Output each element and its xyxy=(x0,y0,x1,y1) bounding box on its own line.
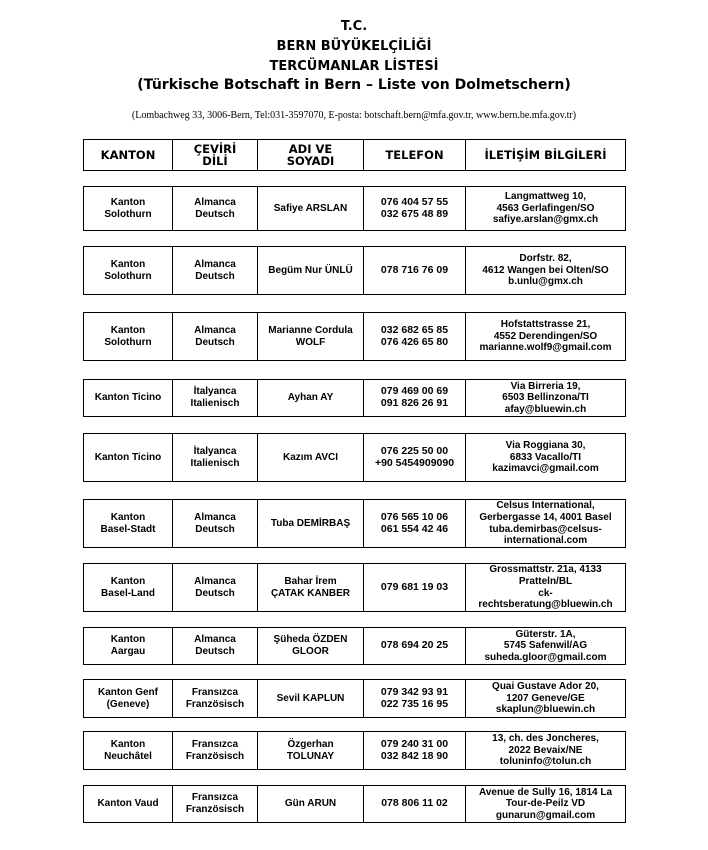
language-cell-line: Almanca xyxy=(194,196,236,208)
contact-cell-line: Dorfstr. 82, xyxy=(519,253,572,265)
phone-cell-line: +90 5454909090 xyxy=(374,456,455,469)
name-cell-line: Sevil KAPLUN xyxy=(276,692,345,704)
contact-cell-line: 13, ch. des Joncheres, xyxy=(492,733,599,745)
phone-cell-line: 032 682 65 85 xyxy=(380,323,449,336)
language-cell-line: Almanca xyxy=(194,575,236,587)
name-cell-line: Özgerhan xyxy=(287,738,334,750)
contact-cell xyxy=(466,313,626,361)
language-cell-line: Deutsch xyxy=(195,336,235,348)
entry-table xyxy=(83,246,626,295)
phone-cell-line: 079 342 93 91 xyxy=(380,685,449,698)
phone-cell xyxy=(364,732,466,770)
phone-cell xyxy=(364,313,466,361)
contact-cell-line: Pratteln/BL xyxy=(518,575,573,587)
table-row xyxy=(84,313,626,361)
kanton-cell xyxy=(84,564,173,612)
phone-cell xyxy=(364,628,466,665)
language-cell xyxy=(173,564,258,612)
entry-table xyxy=(83,627,626,665)
phone-cell-line: 022 735 16 95 xyxy=(380,697,449,710)
contact-cell-line: Langmattweg 10, xyxy=(504,191,587,203)
name-cell xyxy=(258,786,364,823)
kanton-cell-line: Basel-Land xyxy=(101,587,155,599)
kanton-cell xyxy=(84,434,173,482)
kanton-cell-line: Solothurn xyxy=(104,336,152,348)
entry-table xyxy=(83,379,626,417)
entry-table xyxy=(83,433,626,482)
phone-cell xyxy=(364,434,466,482)
contact-cell xyxy=(466,247,626,295)
language-cell-line: İtalyanca xyxy=(193,386,237,398)
language-cell xyxy=(173,380,258,417)
contact-cell-line: Quai Gustave Ador 20, xyxy=(492,681,599,693)
contact-cell xyxy=(466,380,626,417)
header-german-title: (Türkische Botschaft in Bern – Liste von Dolmetschern) xyxy=(137,77,571,93)
language-cell-line: Fransızca xyxy=(191,792,239,804)
contact-cell-line: Avenue de Sully 16, 1814 La xyxy=(478,786,613,798)
phone-cell-line: 078 694 20 25 xyxy=(380,639,449,652)
kanton-cell-line: Solothurn xyxy=(104,208,152,220)
phone-cell-line: 076 404 57 55 xyxy=(380,195,449,208)
language-cell-line: Französisch xyxy=(185,804,245,815)
language-cell-line: Deutsch xyxy=(195,646,235,657)
phone-cell-line: 078 716 76 09 xyxy=(380,263,449,276)
kanton-cell xyxy=(84,500,173,548)
table-row xyxy=(84,247,626,295)
table-row xyxy=(84,732,626,770)
phone-cell-line: 032 842 18 90 xyxy=(380,749,449,762)
name-cell-line: Ayhan AY xyxy=(287,392,334,404)
contact-cell-line: safiye.arslan@gmx.ch xyxy=(492,214,599,226)
kanton-cell-line: Kanton xyxy=(110,511,146,523)
kanton-cell xyxy=(84,680,173,718)
table-row xyxy=(84,786,626,823)
contact-cell-line: Via Birreria 19, xyxy=(510,380,581,392)
language-cell-line: Italienisch xyxy=(190,457,240,469)
contact-cell-line: Güterstr. 1A, xyxy=(515,628,576,640)
phone-cell-line: 061 554 42 46 xyxy=(380,522,449,535)
language-cell-line: Deutsch xyxy=(195,523,235,535)
name-cell-line: TOLUNAY xyxy=(286,750,335,762)
kanton-cell-line: Kanton Ticino xyxy=(94,392,162,404)
phone-cell xyxy=(364,500,466,548)
entry-table xyxy=(83,186,626,231)
kanton-cell-line: Kanton xyxy=(110,196,146,208)
name-cell xyxy=(258,187,364,231)
phone-cell xyxy=(364,247,466,295)
kanton-cell xyxy=(84,187,173,231)
table-row xyxy=(84,564,626,612)
name-cell-line: WOLF xyxy=(295,336,326,348)
language-cell-line: Almanca xyxy=(194,511,236,523)
phone-cell-line: 079 240 31 00 xyxy=(380,737,449,750)
language-cell xyxy=(173,247,258,295)
contact-cell-line: skaplun@bluewin.ch xyxy=(495,704,596,716)
column-header-kanton: KANTON xyxy=(84,140,173,171)
contact-cell-line: 1207 Geneve/GE xyxy=(506,692,585,704)
kanton-cell-line: Solothurn xyxy=(104,270,152,282)
contact-cell xyxy=(466,564,626,612)
name-cell-line: Begüm Nur ÜNLÜ xyxy=(268,264,353,276)
kanton-cell xyxy=(84,786,173,823)
table-row xyxy=(84,380,626,417)
phone-cell-line: 078 806 11 02 xyxy=(381,797,448,810)
phone-cell-line: 076 225 50 00 xyxy=(380,444,449,457)
name-cell-line: Şüheda ÖZDEN xyxy=(273,634,348,646)
kanton-cell-line: Kanton xyxy=(110,324,146,336)
phone-cell xyxy=(364,564,466,612)
kanton-cell-line: Kanton xyxy=(110,634,146,646)
contact-cell xyxy=(466,187,626,231)
contact-cell xyxy=(466,732,626,770)
contact-cell-line: b.unlu@gmx.ch xyxy=(508,276,583,288)
kanton-cell-line: Kanton xyxy=(110,738,146,750)
name-cell xyxy=(258,500,364,548)
column-header-phone: TELEFON xyxy=(364,140,466,171)
contact-cell-line: Tour-de-Peilz VD xyxy=(505,798,586,810)
phone-cell-line: 076 565 10 06 xyxy=(380,510,449,523)
contact-cell-line: Celsus International, xyxy=(496,500,595,512)
entry-table xyxy=(83,679,626,718)
name-cell-line: Tuba DEMİRBAŞ xyxy=(270,517,351,529)
entry-table xyxy=(83,785,626,823)
phone-cell-line: 091 826 26 91 xyxy=(380,397,449,409)
kanton-cell xyxy=(84,380,173,417)
entry-table xyxy=(83,563,626,612)
language-cell xyxy=(173,732,258,770)
contact-cell-line: 6833 Vacallo/TI xyxy=(509,451,582,463)
language-cell xyxy=(173,313,258,361)
table-row xyxy=(84,187,626,231)
language-cell-line: Deutsch xyxy=(195,587,235,599)
column-header-contact: İLETİŞİM BİLGİLERİ xyxy=(466,140,626,171)
name-cell xyxy=(258,313,364,361)
name-cell-line: ÇATAK KANBER xyxy=(270,587,351,599)
contact-cell xyxy=(466,628,626,665)
kanton-cell-line: Neuchâtel xyxy=(104,750,152,762)
language-cell-line: Französisch xyxy=(185,750,245,762)
contact-cell-line: 2022 Bevaix/NE xyxy=(508,744,583,756)
name-cell xyxy=(258,247,364,295)
language-cell xyxy=(173,434,258,482)
contact-cell xyxy=(466,500,626,548)
kanton-cell xyxy=(84,313,173,361)
contact-cell xyxy=(466,434,626,482)
language-cell-line: Französisch xyxy=(185,698,245,710)
contact-cell xyxy=(466,680,626,718)
language-cell-line: Deutsch xyxy=(195,208,235,220)
contact-cell-line: Grossmattstr. 21a, 4133 xyxy=(489,564,602,576)
column-header-table xyxy=(83,139,626,171)
column-header-language: ÇEVİRİ DİLİ xyxy=(173,140,258,171)
contact-cell-line: toluninfo@tolun.ch xyxy=(499,756,592,768)
kanton-cell-line: Kanton Genf xyxy=(98,686,158,698)
contact-cell-line: rechtsberatung@bluewin.ch xyxy=(478,599,613,611)
name-cell-line: GLOOR xyxy=(292,646,329,657)
name-cell xyxy=(258,680,364,718)
language-cell-line: Fransızca xyxy=(191,686,239,698)
header-list-title: TERCÜMANLAR LİSTESİ xyxy=(269,59,439,74)
contact-cell-line: tuba.demirbas@celsus- xyxy=(489,523,602,535)
kanton-cell xyxy=(84,247,173,295)
header-tc: T.C. xyxy=(340,19,368,34)
kanton-cell-line: Kanton xyxy=(110,575,146,587)
name-cell-line: Marianne Cordula xyxy=(268,324,353,336)
language-cell xyxy=(173,680,258,718)
kanton-cell-line: Kanton xyxy=(110,258,146,270)
phone-cell xyxy=(364,380,466,417)
contact-cell-line: kazimavci@gmail.com xyxy=(492,463,599,475)
contact-cell-line: gunarun@gmail.com xyxy=(495,809,596,821)
kanton-cell xyxy=(84,732,173,770)
entry-table xyxy=(83,499,626,548)
language-cell-line: Almanca xyxy=(194,324,236,336)
contact-cell-line: Via Roggiana 30, xyxy=(505,440,586,452)
name-cell xyxy=(258,732,364,770)
name-cell-line: Bahar İrem xyxy=(284,575,337,587)
phone-cell xyxy=(364,680,466,718)
phone-cell-line: 079 681 19 03 xyxy=(380,580,449,593)
contact-cell-line: suheda.gloor@gmail.com xyxy=(484,651,607,663)
name-cell xyxy=(258,380,364,417)
language-cell xyxy=(173,500,258,548)
table-row xyxy=(84,500,626,548)
contact-cell-line: 4563 Gerlafingen/SO xyxy=(496,202,595,214)
phone-cell xyxy=(364,187,466,231)
kanton-cell-line: Kanton Ticino xyxy=(94,451,162,463)
name-cell-line: Safiye ARSLAN xyxy=(273,202,348,214)
table-row xyxy=(84,434,626,482)
contact-cell-line: marianne.wolf9@gmail.com xyxy=(479,342,612,354)
phone-cell-line: 076 426 65 80 xyxy=(380,335,449,348)
contact-cell-line: 6503 Bellinzona/TI xyxy=(502,392,589,404)
embassy-address: (Lombachweg 33, 3006-Bern, Tel:031-3597070, E-posta: botschaft.bern@mfa.gov.tr, www.bern.be.mfa.gov.tr) xyxy=(131,110,577,121)
contact-cell-line: 4552 Derendingen/SO xyxy=(493,330,598,342)
kanton-cell xyxy=(84,628,173,665)
table-row xyxy=(84,680,626,718)
language-cell xyxy=(173,786,258,823)
contact-cell-line: Hofstattstrasse 21, xyxy=(500,319,591,331)
kanton-cell-line: (Geneve) xyxy=(106,698,150,710)
kanton-cell-line: Basel-Stadt xyxy=(100,523,156,535)
kanton-cell-line: Kanton Vaud xyxy=(97,798,159,810)
phone-cell-line: 079 469 00 69 xyxy=(380,385,449,398)
contact-cell-line: ck- xyxy=(538,587,553,599)
language-cell-line: İtalyanca xyxy=(193,445,237,457)
entry-table xyxy=(83,312,626,361)
contact-cell xyxy=(466,786,626,823)
contact-cell-line: Gerbergasse 14, 4001 Basel xyxy=(479,511,612,523)
language-cell xyxy=(173,628,258,665)
language-cell-line: Almanca xyxy=(194,258,236,270)
kanton-cell-line: Aargau xyxy=(110,646,146,657)
language-cell xyxy=(173,187,258,231)
entry-table xyxy=(83,731,626,770)
name-cell xyxy=(258,628,364,665)
phone-cell-line: 032 675 48 89 xyxy=(380,207,449,220)
name-cell xyxy=(258,434,364,482)
header-embassy: BERN BÜYÜKELÇİLİĞİ xyxy=(276,39,432,54)
table-row xyxy=(84,628,626,665)
contact-cell-line: 4612 Wangen bei Olten/SO xyxy=(482,264,609,276)
name-cell-line: Kazım AVCI xyxy=(282,451,338,463)
name-cell xyxy=(258,564,364,612)
language-cell-line: Deutsch xyxy=(195,270,235,282)
contact-cell-line: international.com xyxy=(503,535,588,547)
column-header-name: ADI VE SOYADI xyxy=(258,140,364,171)
contact-cell-line: afay@bluewin.ch xyxy=(504,403,587,415)
language-cell-line: Almanca xyxy=(194,634,236,646)
contact-cell-line: 5745 Safenwil/AG xyxy=(503,640,588,652)
language-cell-line: Fransızca xyxy=(191,738,239,750)
language-cell-line: Italienisch xyxy=(190,398,240,409)
phone-cell xyxy=(364,786,466,823)
name-cell-line: Gün ARUN xyxy=(284,798,337,810)
